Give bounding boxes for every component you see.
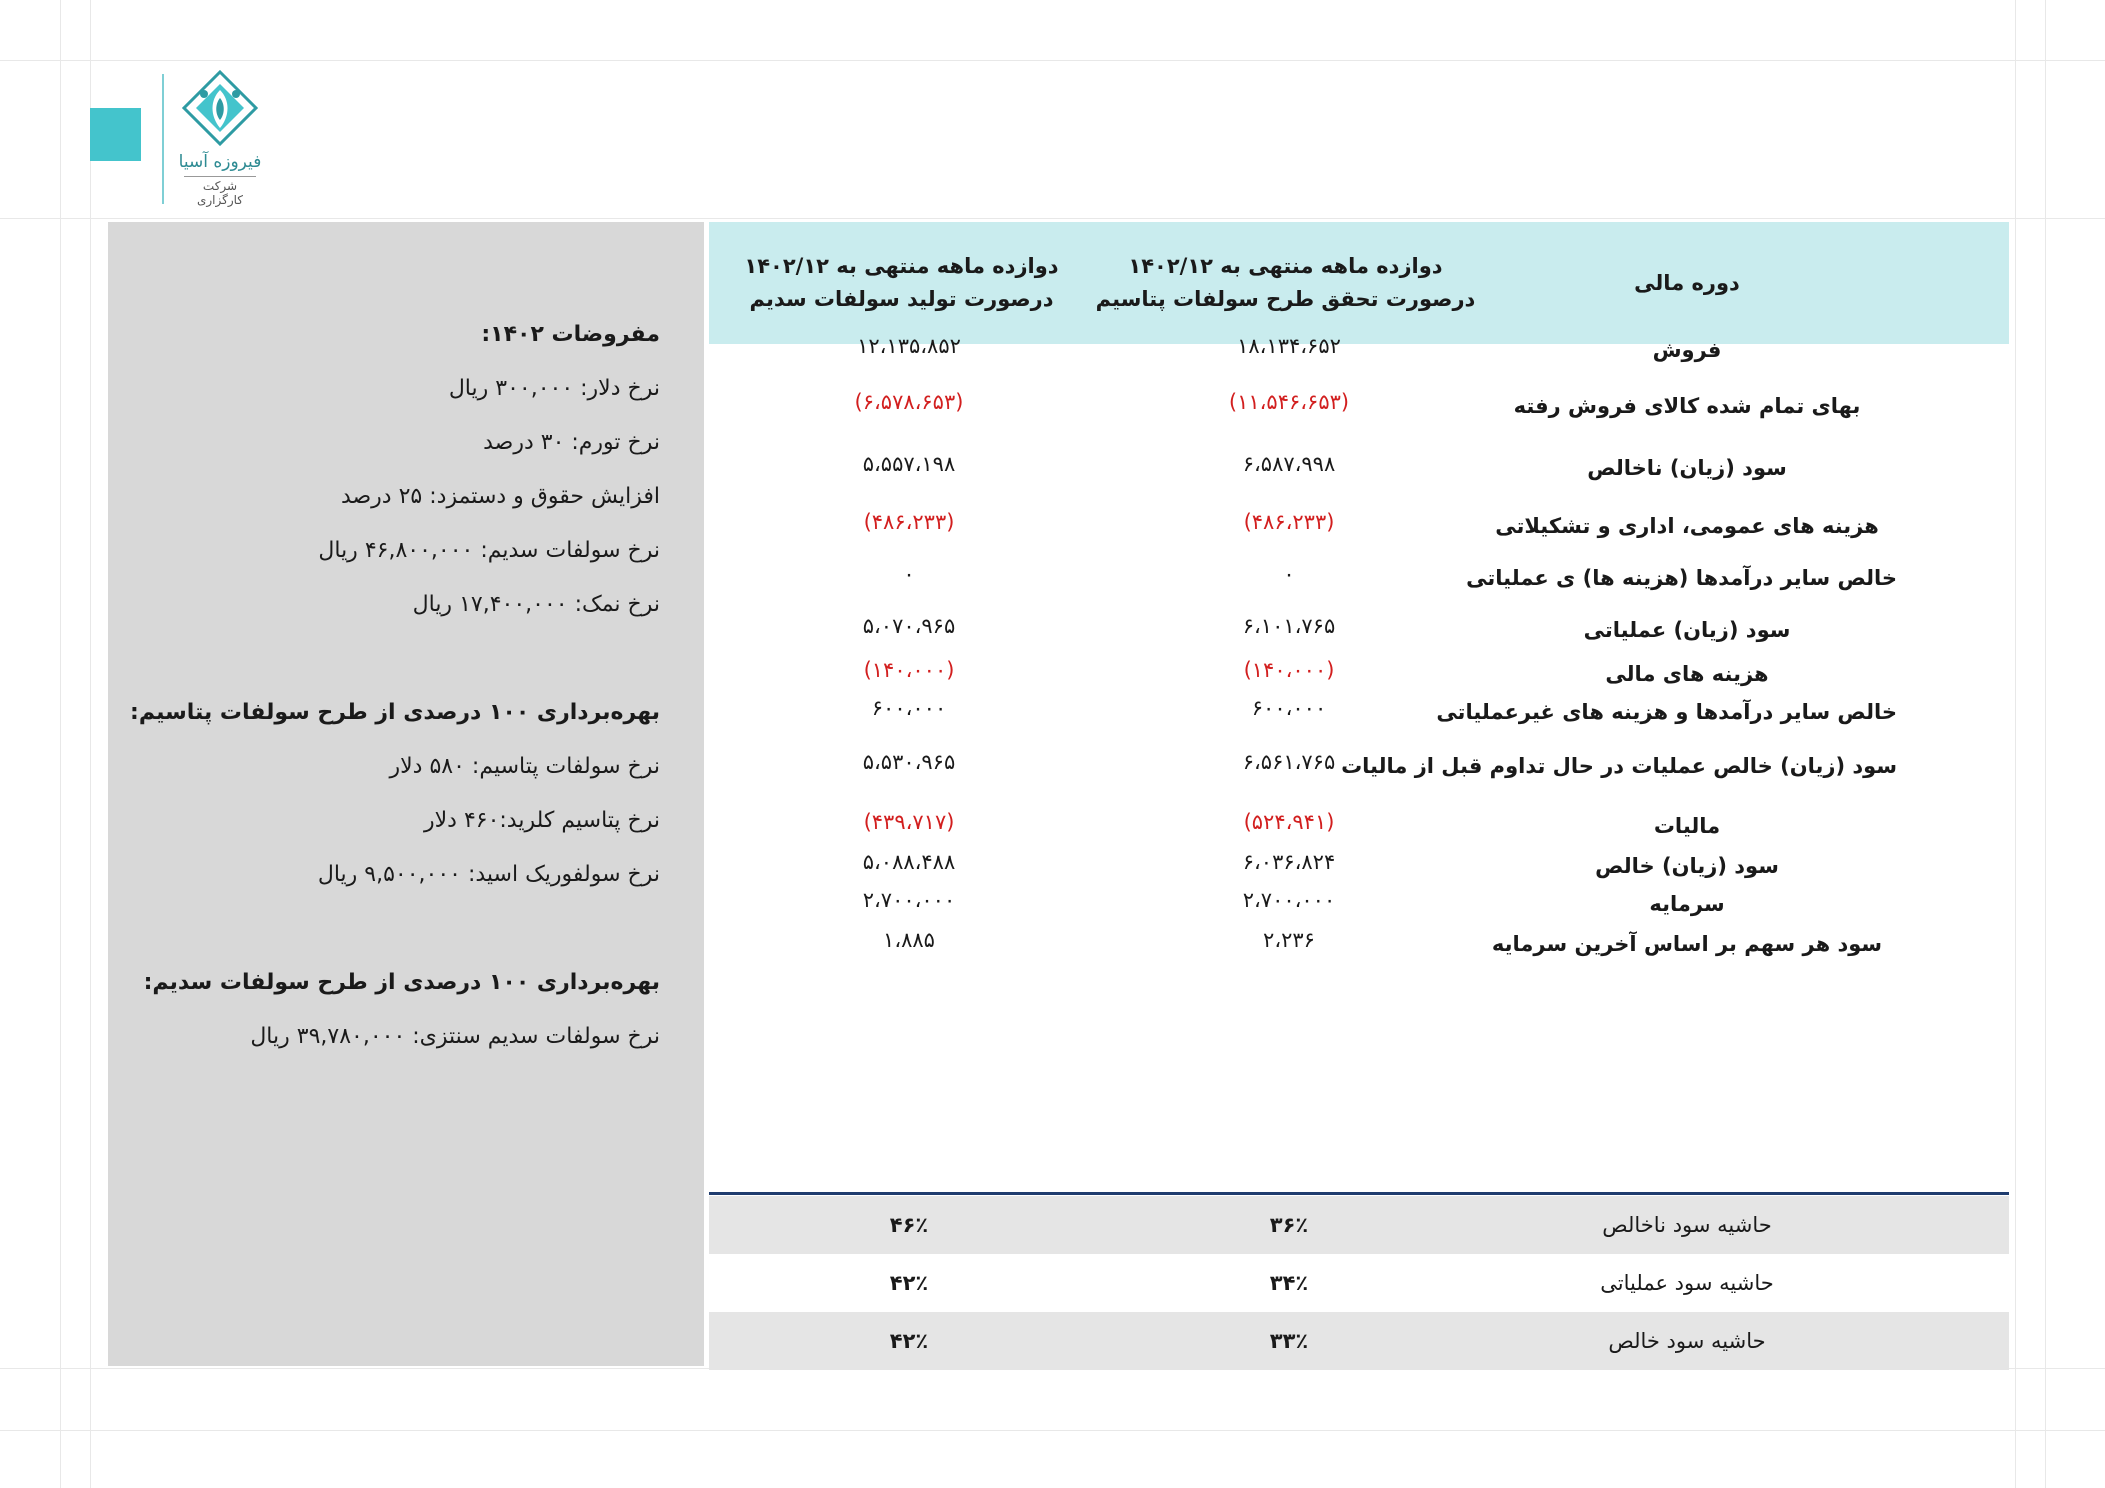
margin-sodium: ۴۲٪ — [889, 1271, 929, 1295]
grid-line — [0, 218, 2105, 219]
value-sodium: ۵،۵۳۰،۹۶۵ — [862, 750, 956, 774]
value-potassium: ۶،۵۸۷،۹۹۸ — [1242, 452, 1336, 476]
value-sodium: ۲،۷۰۰،۰۰۰ — [862, 888, 956, 912]
margin-label: حاشیه سود ناخالص — [1602, 1213, 1772, 1237]
margin-sodium: ۴۲٪ — [889, 1329, 929, 1353]
accent-block — [90, 108, 141, 161]
table-row — [709, 334, 2009, 374]
margin-sodium: ۴۶٪ — [889, 1213, 929, 1237]
margin-potassium: ۳۳٪ — [1269, 1329, 1309, 1353]
margin-label: حاشیه سود خالص — [1608, 1329, 1766, 1353]
spacer — [128, 632, 660, 686]
table-row — [709, 888, 2009, 928]
spacer — [128, 902, 660, 956]
row-label: سود (زیان) خالص عملیات در حال تداوم قبل از مالیات — [1341, 754, 1897, 778]
margin-potassium: ۳۴٪ — [1269, 1271, 1309, 1295]
brand-subtitle: شرکت کارگزاری — [184, 176, 256, 207]
assumption-heading: مفروضات ۱۴۰۲: — [481, 322, 660, 347]
table-row — [709, 452, 2009, 492]
value-sodium: (۴۳۹،۷۱۷) — [863, 810, 955, 834]
value-potassium: ۶،۰۳۶،۸۲۴ — [1242, 850, 1336, 874]
margin-label: حاشیه سود عملیاتی — [1600, 1271, 1774, 1295]
header-sodium-scenario: دوازده ماهه منتهی به ۱۴۰۲/۱۲ درصورت تولید سولفات سدیم — [744, 254, 1059, 311]
assumption-item: نرخ سولفات سدیم سنتزی: ۳۹,۷۸۰,۰۰۰ ریال — [250, 1024, 660, 1049]
row-label: خالص سایر درآمدها و هزینه های غیرعملیاتی — [1436, 700, 1897, 724]
grid-line — [2015, 0, 2016, 1488]
grid-line — [90, 0, 91, 1488]
value-sodium: (۶،۵۷۸،۶۵۳) — [854, 390, 964, 414]
value-potassium: ۰ — [1283, 562, 1295, 586]
company-logo — [172, 70, 268, 210]
value-potassium: ۶،۱۰۱،۷۶۵ — [1242, 614, 1336, 638]
assumption-item: افزایش حقوق و دستمزد: ۲۵ درصد — [340, 484, 660, 509]
grid-line — [0, 1430, 2105, 1431]
value-sodium: ۵،۵۵۷،۱۹۸ — [862, 452, 956, 476]
table-row — [709, 696, 2009, 736]
logo-emblem-icon — [182, 70, 258, 146]
assumption-item: نرخ نمک: ۱۷,۴۰۰,۰۰۰ ریال — [412, 592, 660, 617]
value-potassium: (۵۲۴،۹۴۱) — [1243, 810, 1335, 834]
assumption-heading: بهره‌برداری ۱۰۰ درصدی از طرح سولفات سدیم: — [143, 970, 660, 995]
value-potassium: ۱۸،۱۳۴،۶۵۲ — [1237, 334, 1341, 358]
value-sodium: ۱۲،۱۳۵،۸۵۲ — [857, 334, 961, 358]
row-label: خالص سایر درآمدها (هزینه ها) ی عملیاتی — [1466, 566, 1897, 590]
row-label: مالیات — [1653, 814, 1721, 838]
grid-line — [2045, 0, 2046, 1488]
row-label: سود (زیان) خالص — [1595, 854, 1779, 878]
table-row — [709, 810, 2009, 850]
assumption-heading: بهره‌برداری ۱۰۰ درصدی از طرح سولفات پتاسیم: — [130, 700, 660, 725]
row-label: فروش — [1652, 338, 1722, 362]
value-sodium: (۴۸۶،۲۳۳) — [863, 510, 955, 534]
assumptions-panel — [108, 222, 704, 1366]
table-row — [709, 850, 2009, 890]
table-row — [709, 928, 2009, 968]
value-sodium: ۵،۰۷۰،۹۶۵ — [862, 614, 956, 638]
margin-potassium: ۳۶٪ — [1269, 1213, 1309, 1237]
value-sodium: ۰ — [903, 562, 915, 586]
header-period: دوره مالی — [1634, 270, 1740, 295]
table-header-row — [709, 222, 2009, 344]
value-potassium: ۶۰۰،۰۰۰ — [1251, 696, 1327, 720]
value-potassium: (۱۴۰،۰۰۰) — [1243, 658, 1335, 682]
assumption-item: نرخ دلار: ۳۰۰,۰۰۰ ریال — [448, 376, 660, 401]
value-potassium: (۱۱،۵۴۶،۶۵۳) — [1228, 390, 1350, 414]
row-label: سرمایه — [1649, 892, 1725, 916]
grid-line — [0, 60, 2105, 61]
value-potassium: ۲،۷۰۰،۰۰۰ — [1242, 888, 1336, 912]
row-label: سود (زیان) عملیاتی — [1583, 618, 1791, 642]
assumption-item: نرخ سولفوریک اسید: ۹,۵۰۰,۰۰۰ ریال — [317, 862, 660, 887]
brand-name: فیروزه آسیا — [178, 152, 262, 172]
value-potassium: ۲،۲۳۶ — [1263, 928, 1315, 952]
table-row — [709, 510, 2009, 550]
value-sodium: ۵،۰۸۸،۴۸۸ — [862, 850, 956, 874]
table-row — [709, 750, 2009, 790]
assumption-item: نرخ سولفات پتاسیم: ۵۸۰ دلار — [389, 754, 660, 779]
assumption-item: نرخ پتاسیم کلرید:۴۶۰ دلار — [423, 808, 660, 833]
assumption-item: نرخ تورم: ۳۰ درصد — [483, 430, 660, 455]
value-potassium: (۴۸۶،۲۳۳) — [1243, 510, 1335, 534]
header-potassium-scenario: دوازده ماهه منتهی به ۱۴۰۲/۱۲ درصورت تحقق طرح سولفات پتاسیم — [1095, 254, 1476, 311]
row-label: هزینه های عمومی، اداری و تشکیلاتی — [1495, 514, 1879, 538]
value-sodium: ۱،۸۸۵ — [883, 928, 935, 952]
table-row — [709, 390, 2009, 430]
table-row — [709, 614, 2009, 654]
row-label: هزینه های مالی — [1605, 662, 1769, 686]
assumption-item: نرخ سولفات سدیم: ۴۶,۸۰۰,۰۰۰ ریال — [318, 538, 660, 563]
table-row — [709, 562, 2009, 602]
logo-divider — [162, 74, 164, 204]
table-row — [709, 658, 2009, 698]
value-sodium: (۱۴۰،۰۰۰) — [863, 658, 955, 682]
assumptions-list — [128, 308, 660, 1064]
row-label: سود هر سهم بر اساس آخرین سرمایه — [1491, 932, 1883, 956]
row-label: سود (زیان) ناخالص — [1587, 456, 1787, 480]
grid-line — [60, 0, 61, 1488]
margin-row — [709, 1254, 2009, 1312]
value-sodium: ۶۰۰،۰۰۰ — [871, 696, 947, 720]
row-label: بهای تمام شده کالای فروش رفته — [1513, 394, 1861, 418]
table-divider — [709, 1192, 2009, 1195]
margin-row — [709, 1312, 2009, 1370]
value-potassium: ۶،۵۶۱،۷۶۵ — [1242, 750, 1336, 774]
margin-row — [709, 1196, 2009, 1254]
